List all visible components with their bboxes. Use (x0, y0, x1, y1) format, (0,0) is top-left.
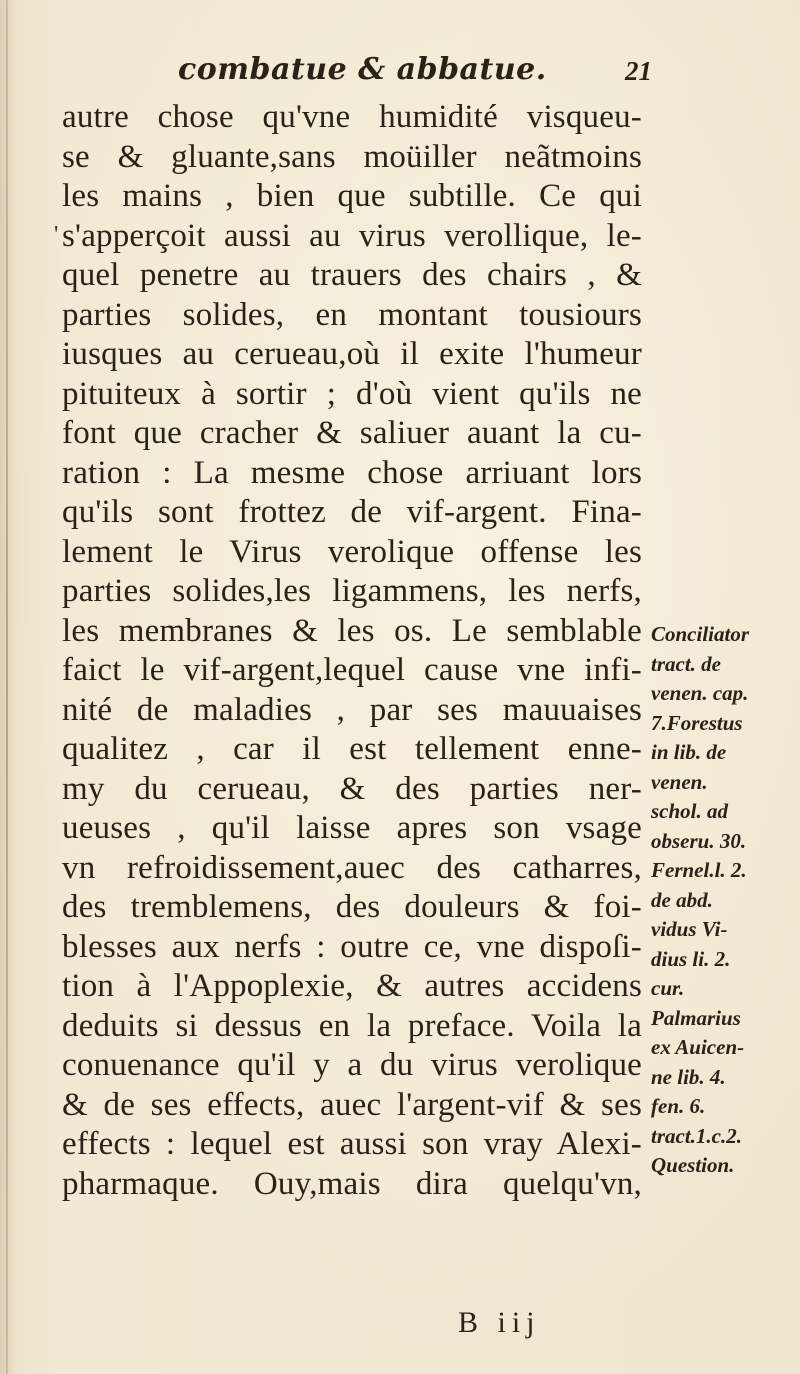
margin-note: venen. cap. (651, 681, 749, 705)
body-line: qu'ils sont frottez de vif-argent. Fina- (62, 494, 642, 530)
running-title: combatue & abbatue. (178, 52, 547, 87)
margin-note: vidus Vi- (651, 917, 728, 941)
body-line: parties solides,les ligammens, les nerfs, (62, 573, 642, 609)
margin-note: schol. ad (651, 799, 729, 823)
margin-note: cur. (651, 976, 685, 1000)
body-line: parties solides, en montant tousiours (62, 296, 642, 333)
body-line: pharmaque. Ouy,mais dira quelqu'vn, (62, 1165, 642, 1202)
left-margin-mark: ' (54, 222, 59, 248)
body-line: les membranes & les os. Le semblable (62, 612, 642, 649)
margin-note: venen. (651, 769, 708, 794)
body-line: faict le vif-argent,lequel cause vne infi- (62, 652, 642, 688)
body-line: conuenance qu'il y a du virus verolique (62, 1047, 642, 1083)
margin-notes (651, 620, 796, 1181)
body-line: s'apperçoit aussi au virus verollique, le- (62, 217, 642, 254)
body-line: se & gluante,sans moüiller neãtmoins (62, 138, 642, 175)
body-line: blesses aux nerfs : outre ce, vne dispoſi- (62, 928, 642, 965)
binding-gutter (6, 0, 8, 1374)
body-line: tion à l'Appoplexie, & autres accidens (62, 968, 642, 1004)
margin-note: tract. de (651, 651, 721, 676)
margin-note: 7.Forestus (651, 710, 743, 735)
body-line: les mains , bien que subtille. Ce qui (62, 178, 642, 214)
body-line: qualitez , car il est tellement enne- (62, 731, 642, 767)
body-line: & de ses effects, auec l'argent-vif & ses (62, 1086, 642, 1123)
body-line: vn refroidissement,auec des catharres, (62, 849, 642, 886)
signature-mark: B iij (458, 1306, 541, 1339)
margin-note: Question. (651, 1153, 735, 1177)
margin-note: obseru. 30. (651, 828, 747, 853)
body-line: font que cracher & saliuer auant la cu- (62, 415, 642, 451)
margin-note: de abd. (651, 887, 713, 912)
body-line: effects : lequel est aussi son vray Alexi- (62, 1126, 642, 1162)
body-line: ueuses , qu'il laisse apres son vsage (62, 810, 642, 846)
body-line: ration : La mesme chose arriuant lors (62, 454, 642, 491)
margin-note: in lib. de (651, 740, 727, 764)
margin-note: tract.1.c.2. (651, 1123, 742, 1148)
margin-note: Conciliator (651, 622, 750, 646)
margin-note: Fernel.l. 2. (651, 858, 747, 882)
body-line: des tremblemens, des douleurs & foi- (62, 889, 642, 925)
body-line: nité de maladies , par ses mauuaises (62, 691, 642, 728)
body-line: deduits si dessus en la preface. Voila la (62, 1007, 642, 1044)
body-line: my du cerueau, & des parties ner- (62, 770, 642, 807)
main-text-block (62, 98, 642, 1204)
margin-note: dius li. 2. (651, 946, 731, 971)
page-number: 21 (625, 56, 652, 86)
body-line: pituiteux à sortir ; d'où vient qu'ils ne (62, 375, 642, 412)
margin-note: fen. 6. (651, 1094, 706, 1118)
body-line: autre chose qu'vne humidité visqueu- (62, 99, 642, 135)
running-head (60, 52, 660, 102)
margin-note: ex Auicen- (651, 1035, 745, 1059)
margin-note: Palmarius (651, 1005, 741, 1030)
body-line: iusques au cerueau,où il exite l'humeur (62, 336, 642, 372)
margin-note: ne lib. 4. (651, 1064, 726, 1089)
body-line: quel penetre au trauers des chairs , & (62, 257, 642, 293)
body-line: lement le Virus verolique offense les (62, 533, 642, 570)
